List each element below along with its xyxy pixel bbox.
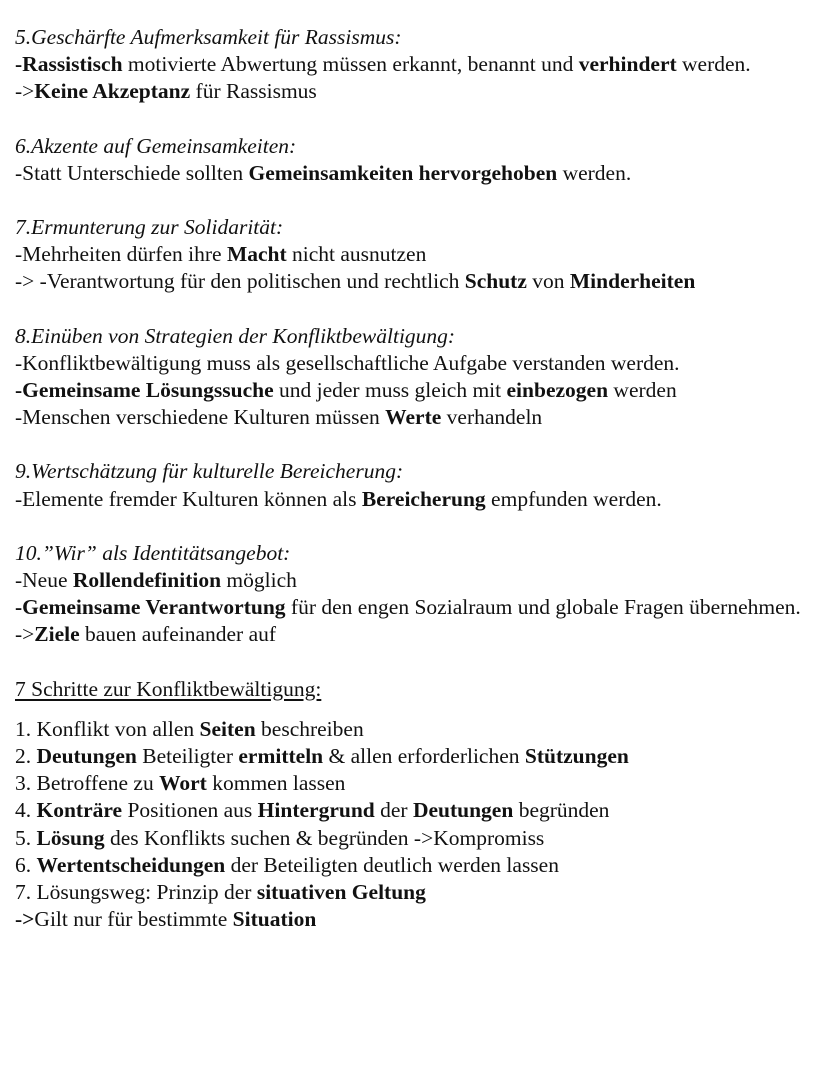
text-bold: - bbox=[15, 52, 23, 77]
text: -Elemente fremder Kulturen können als bbox=[15, 486, 362, 511]
text-bold: - bbox=[15, 378, 23, 403]
text: der Beteiligten deutlich werden lassen bbox=[225, 852, 559, 877]
section-text-line bbox=[15, 78, 820, 105]
text-bold: - bbox=[15, 595, 23, 620]
text: werden. bbox=[557, 160, 632, 185]
text: 1. Konflikt von allen bbox=[15, 716, 200, 741]
section-text-line bbox=[15, 241, 820, 268]
text-bold: Deutungen bbox=[36, 744, 137, 769]
step-line bbox=[15, 743, 820, 770]
spacer bbox=[15, 106, 820, 133]
section-text-line bbox=[15, 160, 820, 187]
text-bold: Situation bbox=[232, 907, 317, 932]
section-text-line bbox=[15, 594, 820, 621]
text-bold: Wort bbox=[159, 771, 207, 796]
text-bold: Keine Akzeptanz bbox=[34, 79, 191, 104]
text-bold: Wertentscheidungen bbox=[36, 852, 226, 877]
text-bold: Gemeinsamkeiten hervorgehoben bbox=[248, 160, 558, 185]
spacer bbox=[15, 703, 820, 716]
text: -Neue bbox=[15, 568, 73, 593]
section-text-line bbox=[15, 404, 820, 431]
section-10 bbox=[15, 540, 820, 649]
text: möglich bbox=[221, 568, 297, 593]
text: 3. Betroffene zu bbox=[15, 771, 160, 796]
text: werden bbox=[608, 378, 677, 403]
section-text-line bbox=[15, 486, 820, 513]
text: -> -Verantwortung für den politischen und rechtlich bbox=[15, 269, 465, 294]
step-line bbox=[15, 770, 820, 797]
text: -Statt Unterschiede sollten bbox=[15, 160, 249, 185]
text: 7. Lösungsweg: Prinzip der bbox=[15, 880, 257, 905]
step-line bbox=[15, 716, 820, 743]
section-6 bbox=[15, 133, 820, 187]
text: empfunden werden. bbox=[485, 486, 662, 511]
text-bold: einbezogen bbox=[506, 378, 609, 403]
section-9 bbox=[15, 458, 820, 512]
step-line bbox=[15, 852, 820, 879]
text-bold: Deutungen bbox=[412, 798, 514, 823]
text: von bbox=[526, 269, 570, 294]
spacer bbox=[15, 513, 820, 540]
text-bold: ermitteln bbox=[238, 744, 324, 769]
text: verhandeln bbox=[441, 405, 543, 430]
section-text-line bbox=[15, 268, 820, 295]
text: begründen bbox=[513, 798, 610, 823]
text: -Mehrheiten dürfen ihre bbox=[15, 242, 227, 267]
text: werden. bbox=[676, 52, 751, 77]
section-7 bbox=[15, 214, 820, 296]
text: kommen lassen bbox=[206, 771, 346, 796]
text: & allen erforderlichen bbox=[323, 744, 525, 769]
text-bold: Seiten bbox=[199, 716, 256, 741]
section-heading: 10.”Wir” als Identitätsangebot: bbox=[15, 540, 291, 565]
text: für den engen Sozialraum und globale Fragen übernehmen. bbox=[285, 595, 801, 620]
text-bold: Macht bbox=[226, 242, 287, 267]
text: -> bbox=[15, 79, 35, 104]
section-5 bbox=[15, 24, 820, 106]
document-page bbox=[15, 24, 820, 933]
section-text-line bbox=[15, 621, 820, 648]
step-line bbox=[15, 797, 820, 824]
text: Gilt nur für bestimmte bbox=[34, 907, 233, 932]
text: nicht ausnutzen bbox=[286, 242, 427, 267]
text-bold: -> bbox=[15, 907, 35, 932]
step-line bbox=[15, 879, 820, 906]
text-bold: situativen Geltung bbox=[256, 880, 426, 905]
text: beschreiben bbox=[255, 716, 364, 741]
text-bold: Stützungen bbox=[524, 744, 629, 769]
section-text-line bbox=[15, 350, 820, 377]
text-bold: Rollendefinition bbox=[72, 568, 222, 593]
section-heading: 9.Wertschätzung für kulturelle Bereicherung: bbox=[15, 459, 404, 484]
text-bold: Lösung bbox=[36, 825, 105, 850]
text: motivierte Abwertung müssen erkannt, benannt und bbox=[122, 52, 579, 77]
spacer bbox=[15, 296, 820, 323]
text-bold: Bereicherung bbox=[361, 486, 486, 511]
text: für Rassismus bbox=[190, 79, 317, 104]
text-bold: Konträre bbox=[36, 798, 123, 823]
section-heading: 7.Ermunterung zur Solidarität: bbox=[15, 215, 284, 240]
steps-section bbox=[15, 676, 820, 934]
spacer bbox=[15, 431, 820, 458]
text: 5. bbox=[15, 825, 37, 850]
text: und jeder muss gleich mit bbox=[273, 378, 507, 403]
section-8 bbox=[15, 323, 820, 432]
text-bold: Minderheiten bbox=[569, 269, 696, 294]
text-bold: Werte bbox=[385, 405, 442, 430]
text-bold: Gemeinsame Verantwortung bbox=[22, 595, 286, 620]
text-bold: verhindert bbox=[578, 52, 677, 77]
text: Beteiligter bbox=[136, 744, 239, 769]
text-bold: Hintergrund bbox=[257, 798, 375, 823]
text: -Konfliktbewältigung muss als gesellschaftliche Aufgabe verstanden werden. bbox=[15, 350, 680, 375]
step-line bbox=[15, 906, 820, 933]
spacer bbox=[15, 649, 820, 676]
text: des Konflikts suchen & begründen ->Kompromiss bbox=[104, 825, 545, 850]
section-text-line bbox=[15, 567, 820, 594]
section-heading: 8.Einüben von Strategien der Konfliktbewältigung: bbox=[15, 323, 456, 348]
text: 6. bbox=[15, 852, 37, 877]
section-text-line bbox=[15, 51, 820, 78]
step-line bbox=[15, 825, 820, 852]
text: 4. bbox=[15, 798, 37, 823]
text-bold: Ziele bbox=[34, 622, 80, 647]
section-text-line bbox=[15, 377, 820, 404]
section-heading: 5.Geschärfte Aufmerksamkeit für Rassismus: bbox=[15, 25, 402, 49]
text: der bbox=[374, 798, 413, 823]
text: bauen aufeinander auf bbox=[79, 622, 277, 647]
text: -> bbox=[15, 622, 35, 647]
text-bold: Gemeinsame Lösungssuche bbox=[22, 378, 274, 403]
text: Positionen aus bbox=[122, 798, 258, 823]
text: 2. bbox=[15, 744, 37, 769]
steps-title: 7 Schritte zur Konfliktbewältigung: bbox=[15, 676, 322, 701]
section-heading: 6.Akzente auf Gemeinsamkeiten: bbox=[15, 133, 297, 158]
text-bold: Schutz bbox=[464, 269, 527, 294]
text-bold: Rassistisch bbox=[22, 52, 123, 77]
text: -Menschen verschiedene Kulturen müssen bbox=[15, 405, 386, 430]
spacer bbox=[15, 187, 820, 214]
